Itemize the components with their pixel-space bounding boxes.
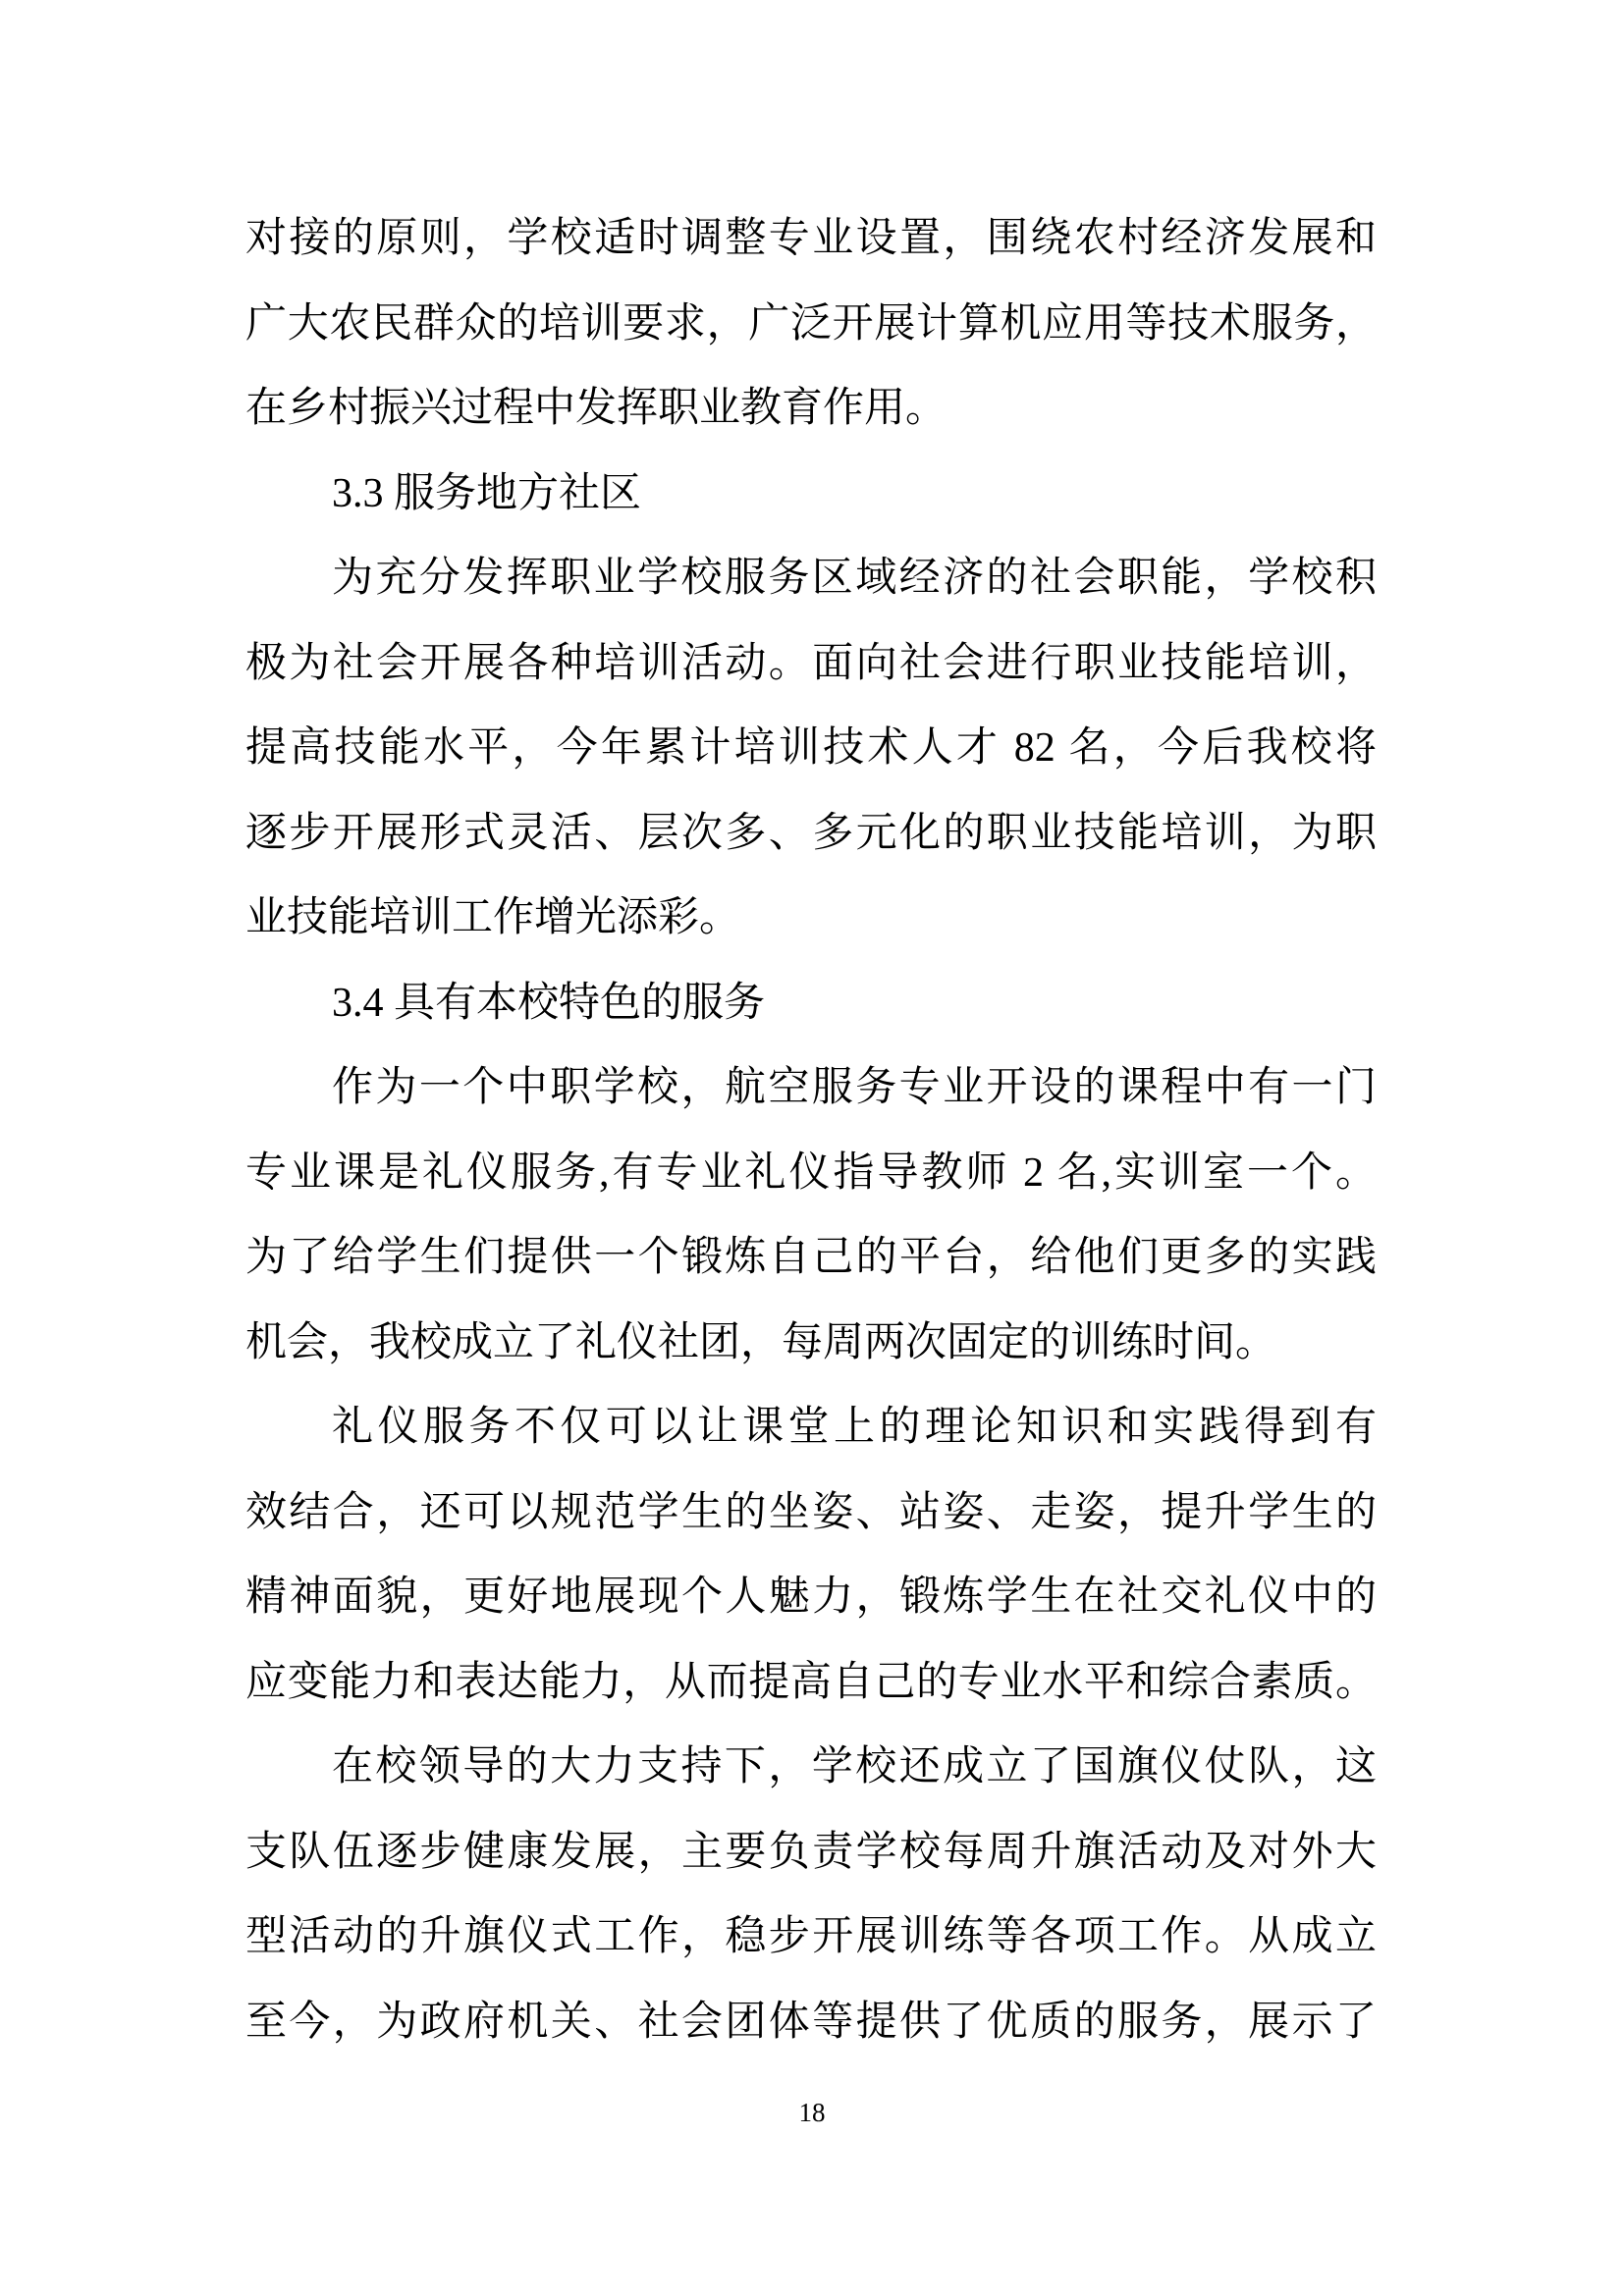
text-line: 型活动的升旗仪式工作，稳步开展训练等各项工作。从成立 [245,1914,1377,1959]
text-line: 至今，为政府机关、社会团体等提供了优质的服务，展示了 [245,1999,1377,2045]
text-line: 3.4 具有本校特色的服务 [332,980,766,1026]
text-line: 对接的原则，学校适时调整专业设置，围绕农村经济发展和 [245,216,1377,261]
text-line: 机会，我校成立了礼仪社团，每周两次固定的训练时间。 [245,1319,1277,1365]
text-line: 支队伍逐步健康发展，主要负责学校每周升旗活动及对外大 [245,1829,1377,1875]
text-line: 专业课是礼仪服务,有专业礼仪指导教师 2 名,实训室一个。 [245,1149,1377,1196]
text-line: 提高技能水平，今年累计培训技术人才 82 名，今后我校将 [245,725,1377,771]
text-line: 应变能力和表达能力，从而提高自己的专业水平和综合素质。 [245,1659,1377,1705]
text-line: 在乡村振兴过程中发挥职业教育作用。 [245,386,947,431]
text-line: 业技能培训工作增光添彩。 [245,895,741,940]
text-line: 为充分发挥职业学校服务区域经济的社会职能，学校积 [332,556,1377,601]
text-line: 在校领导的大力支持下，学校还成立了国旗仪仗队，这 [332,1744,1377,1789]
text-line: 作为一个中职学校，航空服务专业开设的课程中有一门 [332,1065,1377,1110]
text-line: 精神面貌，更好地展现个人魅力，锻炼学生在社交礼仪中的 [245,1575,1377,1620]
text-line: 为了给学生们提供一个锻炼自己的平台，给他们更多的实践 [245,1235,1377,1280]
text-line: 广大农民群众的培训要求，广泛开展计算机应用等技术服务， [245,300,1377,347]
text-line: 逐步开展形式灵活、层次多、多元化的职业技能培训，为职 [245,810,1377,856]
document-text-block [245,196,1377,2064]
text-line: 3.3 服务地方社区 [332,470,642,516]
text-line: 礼仪服务不仅可以让课堂上的理论知识和实践得到有 [332,1405,1377,1450]
text-line: 极为社会开展各种培训活动。面向社会进行职业技能培训， [245,640,1377,686]
page-number: 18 [798,2098,826,2127]
text-line: 效结合，还可以规范学生的坐姿、站姿、走姿，提升学生的 [245,1489,1377,1535]
